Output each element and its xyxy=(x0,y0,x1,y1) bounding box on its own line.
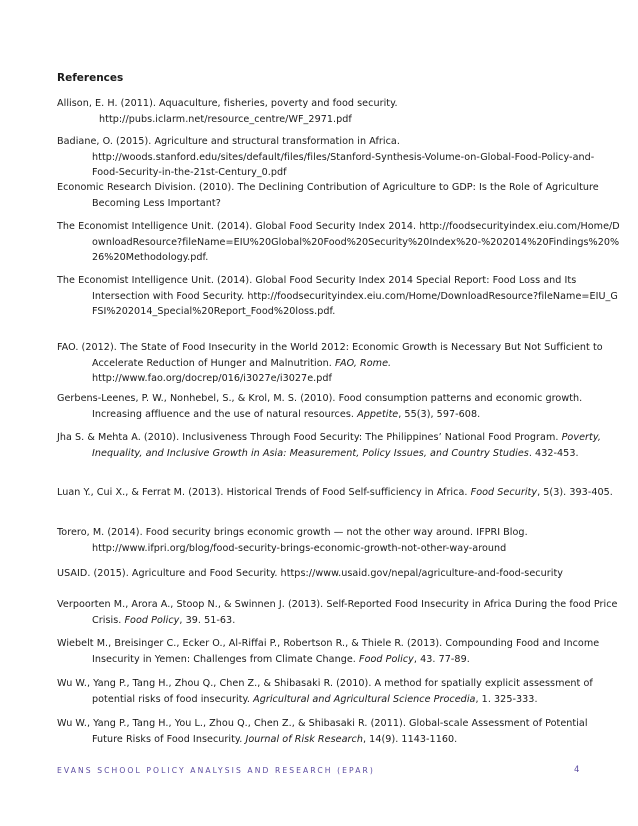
reference-journal: Food Policy xyxy=(359,653,414,665)
reference-publisher: FAO, Rome. xyxy=(335,357,392,369)
reference-link[interactable]: http://foodsecurityindex.eiu.com/Home/DownloadResource?fileName=EIU%20Global%20Food%20Security%20Index%20-%202014%20Findings%20%26%20Methodology.pdf. xyxy=(92,221,620,263)
reference-link[interactable]: http://woods.stanford.edu/sites/default/files/files/Stanford-Synthesis-Volume-on-Global-Food-Policy-and-Food-Security-in-the-21st-Century_0.pdf xyxy=(92,151,595,178)
reference-citation: . 432-453. xyxy=(528,447,579,459)
reference-entry xyxy=(57,180,620,211)
reference-entry xyxy=(57,340,620,387)
reference-text: Wiebelt M., Breisinger C., Ecker O., Al-Riffai P., Robertson R., & Thiele R. (2013). Compounding Food and Income Insecurity in Yemen: Challenges from Climate Change. xyxy=(57,638,600,665)
reference-entry xyxy=(57,391,620,422)
reference-link[interactable]: http://www.fao.org/docrep/016/i3027e/i3027e.pdf xyxy=(92,373,332,384)
reference-citation: , 5(3). 393-405. xyxy=(537,487,613,498)
page-number: 4 xyxy=(574,765,580,775)
reference-link[interactable]: http://foodsecurityindex.eiu.com/Home/DownloadResource?fileName=EIU_GFSI%202014_Special%20Report_Food%20loss.pdf. xyxy=(92,290,618,317)
reference-entry xyxy=(57,219,620,266)
reference-text: The Economist Intelligence Unit. (2014). Global Food Security Index 2014 Special Report: Food Loss and Its Intersection with Food Security. xyxy=(57,275,577,302)
reference-text: Gerbens-Leenes, P. W., Nonhebel, S., & Krol, M. S. (2010). Food consumption patterns and economic growth. Increasing affluence and the use of natural resources. xyxy=(57,393,583,420)
reference-citation: , 39. 51-63. xyxy=(179,614,236,626)
reference-entry xyxy=(57,273,620,320)
reference-text: FAO. (2012). The State of Food Insecurity in the World 2012: Economic Growth is Necessary But Not Sufficient to Accelerate Reduction of Hunger and Malnutrition. xyxy=(57,342,603,369)
reference-journal: Food Policy xyxy=(124,614,180,626)
reference-entry xyxy=(57,96,620,127)
reference-entry xyxy=(57,566,620,582)
reference-journal: Journal of Risk Research xyxy=(245,733,363,745)
reference-citation: , 43. 77-89. xyxy=(413,653,470,665)
references-heading: References xyxy=(57,72,124,84)
reference-entry xyxy=(57,525,620,556)
reference-entry xyxy=(57,430,620,461)
reference-text: The Economist Intelligence Unit. (2014). Global Food Security Index 2014. xyxy=(57,221,417,232)
reference-text: Allison, E. H. (2011). Aquaculture, fisheries, poverty and food security. xyxy=(57,98,398,109)
reference-entry xyxy=(57,134,620,181)
reference-text: Torero, M. (2014). Food security brings economic growth — not the other way around. IFPRI Blog. xyxy=(57,527,528,538)
reference-entry xyxy=(57,716,620,747)
reference-text: Wu W., Yang P., Tang H., You L., Zhou Q., Chen Z., & Shibasaki R. (2011). Global-scale Assessment of Potential Future Risks of Food Insecurity. xyxy=(57,718,588,745)
reference-entry xyxy=(57,676,620,707)
reference-journal: Agricultural and Agricultural Science Procedia xyxy=(253,693,476,705)
reference-text: Wu W., Yang P., Tang H., Zhou Q., Chen Z., & Shibasaki R. (2010). A method for spatially explicit assessment of potential risks of food insecurity. xyxy=(57,678,593,705)
reference-entry xyxy=(57,485,620,501)
page-footer: EVANS SCHOOL POLICY ANALYSIS AND RESEARCH (EPAR) xyxy=(57,766,375,775)
reference-entry xyxy=(57,636,620,667)
reference-text: Jha S. & Mehta A. (2010). Inclusiveness Through Food Security: The Philippines’ National Food Program. xyxy=(57,432,559,443)
reference-entry xyxy=(57,597,620,628)
reference-text: Badiane, O. (2015). Agriculture and structural transformation in Africa. xyxy=(57,136,400,147)
reference-journal: Food Security xyxy=(470,487,538,498)
reference-citation: , 1. 325-333. xyxy=(475,693,538,705)
reference-citation: , 14(9). 1143-1160. xyxy=(362,733,458,745)
reference-book: Poverty, Inequality, and Inclusive Growth in Asia: Measurement, Policy Issues, and Country Studies xyxy=(92,432,601,459)
reference-citation: , 55(3), 597-608. xyxy=(398,408,481,420)
reference-text: Luan Y., Cui X., & Ferrat M. (2013). Historical Trends of Food Self-sufficiency in Africa. xyxy=(57,487,468,498)
reference-text: Verpoorten M., Arora A., Stoop N., & Swinnen J. (2013). Self-Reported Food Insecurity in Africa During the food Price Crisis. xyxy=(57,599,618,626)
reference-text: USAID. (2015). Agriculture and Food Security. https://www.usaid.gov/nepal/agriculture-and-food-security xyxy=(57,568,564,579)
reference-link[interactable]: http://www.ifpri.org/blog/food-security-brings-economic-growth-not-other-way-around xyxy=(92,542,507,554)
reference-journal: Appetite xyxy=(357,408,399,420)
reference-link[interactable]: http://pubs.iclarm.net/resource_centre/WF_2971.pdf xyxy=(99,113,352,125)
reference-text: Economic Research Division. (2010). The Declining Contribution of Agriculture to GDP: Is the Role of Agriculture Becoming Less Important? xyxy=(57,182,599,209)
